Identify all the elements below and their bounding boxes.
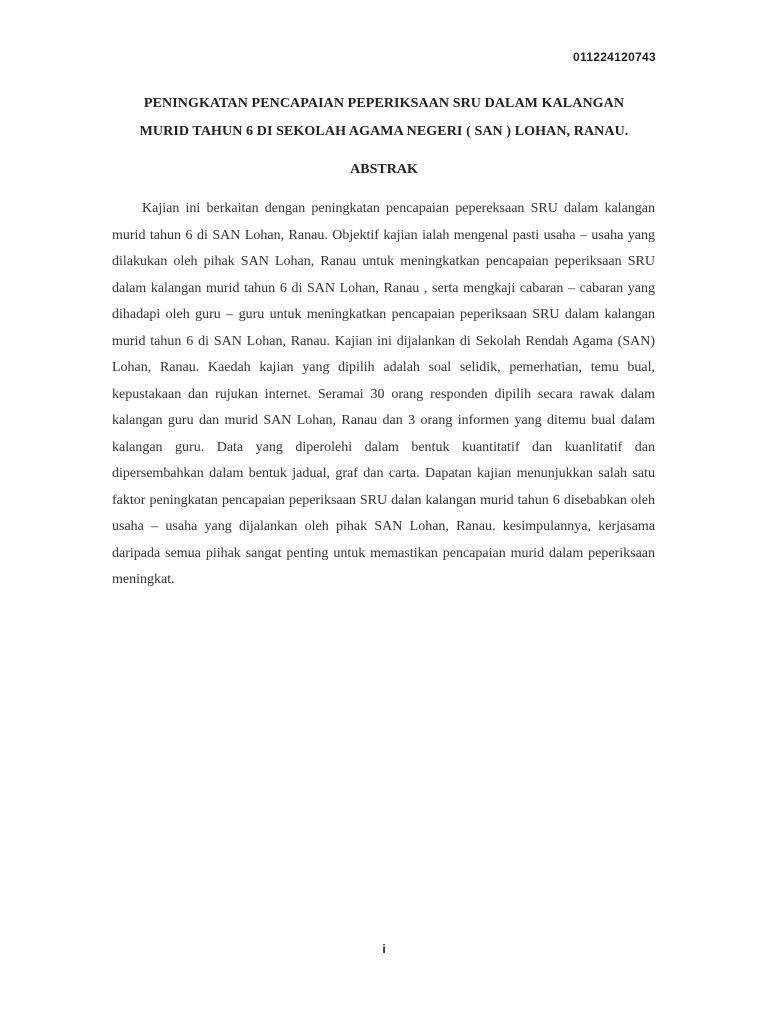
document-title xyxy=(100,90,668,146)
abstract-heading: ABSTRAK xyxy=(350,162,418,177)
title-line-2: MURID TAHUN 6 DI SEKOLAH AGAMA NEGERI ( SAN ) LOHAN, RANAU. xyxy=(139,124,629,139)
page-number: i xyxy=(382,942,386,956)
abstract-body: Kajian ini berkaitan dengan peningkatan pencapaian pepereksaan SRU dalam kalangan murid tahun 6 di SAN Lohan, Ranau. Objektif kajian ialah mengenal pasti usaha – usaha yang dilakukan oleh pihak SAN Lohan, Ranau untuk meningkatkan pencapaian peperiksaan SRU dalam kalangan murid tahun 6 di SAN Lohan, Ranau , serta mengkaji cabaran – cabaran yang dihadapi oleh guru – guru untuk meningkatkan pencapaian peperiksaan SRU dalam kalangan murid tahun 6 di SAN Lohan, Ranau. Kajian ini dijalankan di Sekolah Rendah Agama (SAN) Lohan, Ranau. Kaedah kajian yang dipilih adalah soal selidik, pemerhatian, temu bual, kepustakaan dan rujukan internet. Seramai 30 orang responden dipilih secara rawak dalam kalangan guru dan murid SAN Lohan, Ranau dan 3 orang informen yang ditemu bual dalam kalangan guru. Data yang diperolehi dalam bentuk kuantitatif dan kuanlitatif dan dipersembahkan dalam bentuk jadual, graf dan carta. Dapatan kajian menunjukkan salah satu faktor peningkatan pencapaian peperiksaan SRU dalan kalangan murid tahun 6 disebabkan oleh usaha – usaha yang dijalankan oleh pihak SAN Lohan, Ranau. kesimpulannya, kerjasama daripada semua piihak sangat penting untuk memastikan pencapaian murid dalam peperiksaan meningkat. xyxy=(112,201,655,587)
document-id-number: 011224120743 xyxy=(572,50,656,64)
title-line-1: PENINGKATAN PENCAPAIAN PEPERIKSAAN SRU DALAM KALANGAN xyxy=(143,96,625,111)
